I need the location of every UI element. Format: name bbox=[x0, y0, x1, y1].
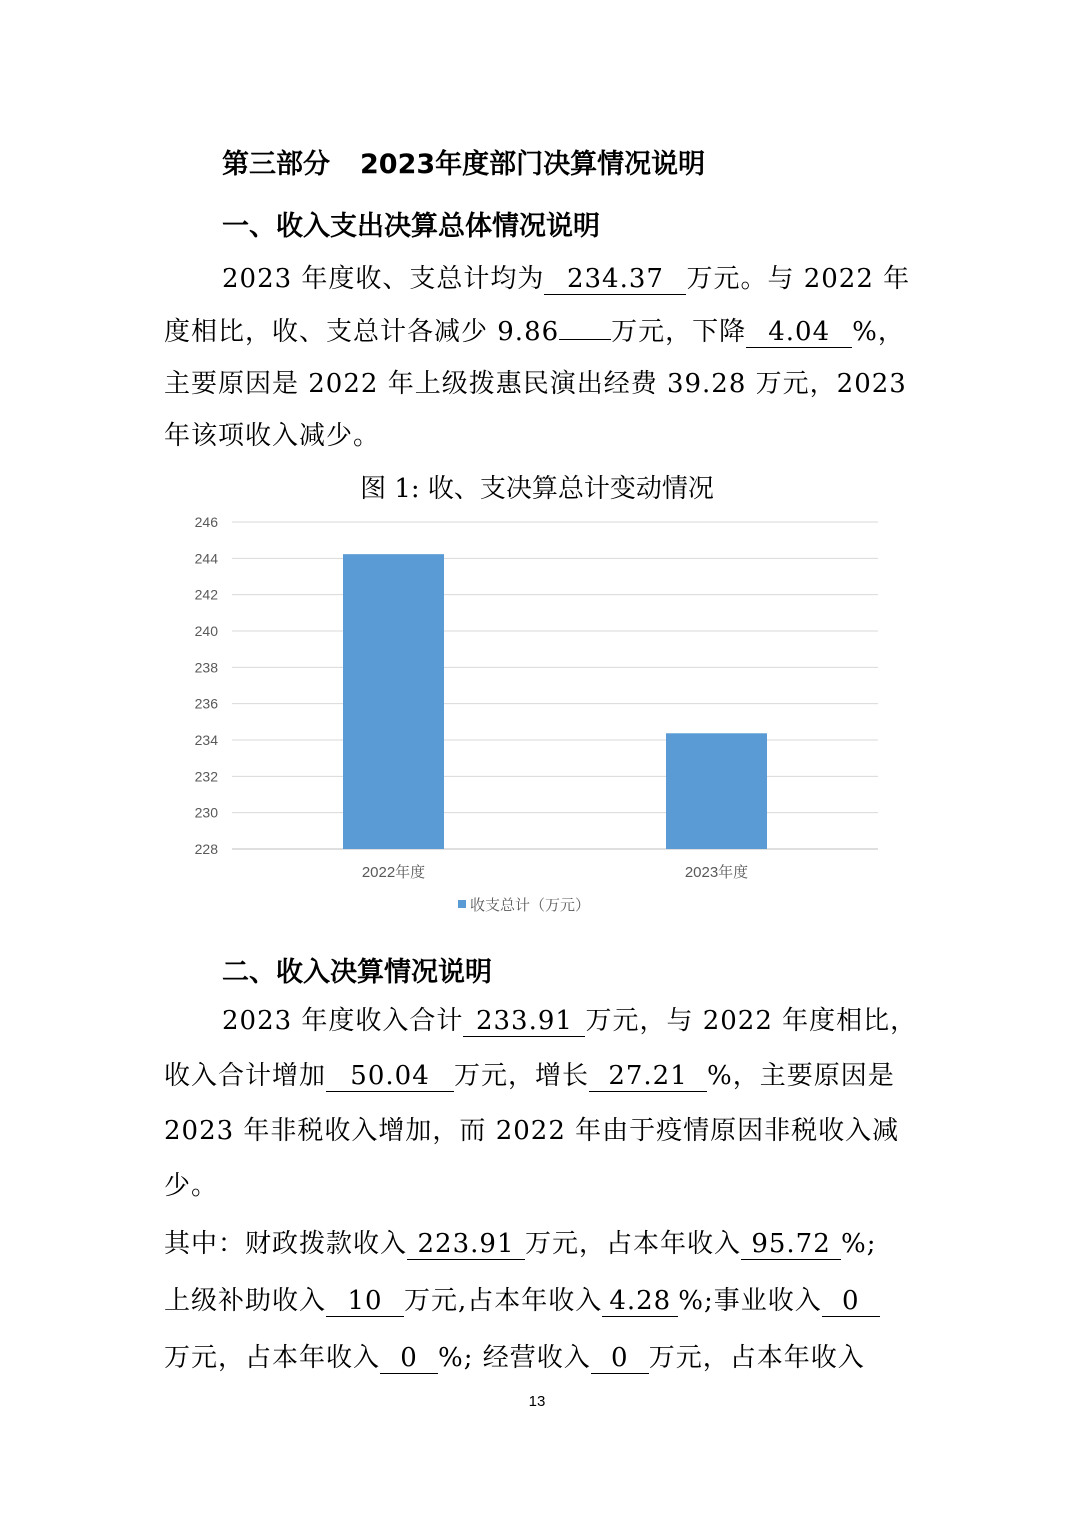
y-tick-label: 236 bbox=[194, 695, 218, 712]
bar bbox=[343, 554, 444, 849]
section2-heading: 二、收入决算情况说明 bbox=[222, 957, 492, 988]
s2-line3: 2023 年非税收入增加，而 2022 年由于疫情原因非税收入减 bbox=[164, 1116, 900, 1146]
y-tick-label: 228 bbox=[194, 841, 218, 857]
superior-pct: 4.28 bbox=[602, 1286, 678, 1317]
bar-chart bbox=[150, 505, 910, 930]
y-tick-label: 234 bbox=[194, 732, 218, 748]
section1-heading: 一、收入支出决算总体情况说明 bbox=[222, 211, 600, 242]
s1-line2: 度相比，收、支总计各减少 9.86 万元，下降 4.04 %， bbox=[164, 317, 905, 347]
y-tick-label: 230 bbox=[194, 804, 218, 821]
legend-label: 收支总计（万元） bbox=[470, 897, 591, 914]
y-tick-label: 232 bbox=[194, 768, 218, 785]
fiscal-value: 223.91 bbox=[407, 1229, 525, 1260]
y-tick-label: 246 bbox=[194, 514, 218, 530]
business-pct: 0 bbox=[380, 1343, 438, 1374]
chart-grid bbox=[232, 522, 878, 849]
total-value: 234.37 bbox=[544, 264, 686, 295]
part-title bbox=[222, 142, 705, 181]
fiscal-pct: 95.72 bbox=[741, 1229, 841, 1260]
page-number: 13 bbox=[528, 1393, 546, 1410]
part-text: 2023年度部门决算情况说明 bbox=[360, 149, 706, 180]
s2-line4: 少。 bbox=[164, 1171, 219, 1201]
s1-line3: 主要原因是 2022 年上级拨惠民演出经费 39.28 万元，2023 bbox=[164, 369, 907, 399]
operating-value: 0 bbox=[591, 1343, 649, 1374]
part-label: 第三部分 bbox=[222, 149, 330, 180]
chart-x-labels bbox=[362, 863, 748, 881]
x-tick-label: 2022年度 bbox=[361, 864, 426, 881]
growth-pct: 27.21 bbox=[589, 1061, 707, 1092]
figure-title: 图 1: 收、支决算总计变动情况 bbox=[360, 474, 714, 504]
bar bbox=[666, 733, 767, 849]
y-tick-label: 242 bbox=[194, 586, 218, 603]
y-tick-label: 244 bbox=[194, 550, 218, 567]
chart-legend bbox=[458, 897, 590, 914]
business-value: 0 bbox=[822, 1286, 880, 1317]
chart-y-ticks bbox=[195, 514, 219, 857]
s2-line2: 收入合计增加 50.04 万元，增长 27.21 %，主要原因是 bbox=[164, 1061, 895, 1091]
s2-line7: 万元，占本年收入 0 %; 经营收入 0 万元，占本年收入 bbox=[164, 1343, 865, 1373]
s1-line1: 2023 年度收、支总计均为 234.37 万元。与 2022 年 bbox=[222, 264, 911, 294]
legend-swatch bbox=[458, 900, 466, 908]
s2-line1: 2023 年度收入合计 233.91 万元，与 2022 年度相比， bbox=[222, 1006, 918, 1036]
s2-line5: 其中：财政拨款收入 223.91 万元，占本年收入 95.72 %; bbox=[164, 1229, 877, 1259]
chart-bars bbox=[343, 554, 767, 849]
y-tick-label: 238 bbox=[194, 659, 218, 676]
s2-line6: 上级补助收入 10 万元,占本年收入 4.28 %;事业收入 0 bbox=[164, 1280, 880, 1317]
s1-line4: 年该项收入减少。 bbox=[164, 421, 381, 451]
income-total: 233.91 bbox=[463, 1006, 585, 1037]
superior-value: 10 bbox=[326, 1286, 404, 1317]
y-tick-label: 240 bbox=[194, 623, 218, 639]
x-tick-label: 2023年度 bbox=[684, 864, 749, 881]
decline-pct: 4.04 bbox=[746, 317, 852, 348]
increase-value: 50.04 bbox=[326, 1061, 454, 1092]
